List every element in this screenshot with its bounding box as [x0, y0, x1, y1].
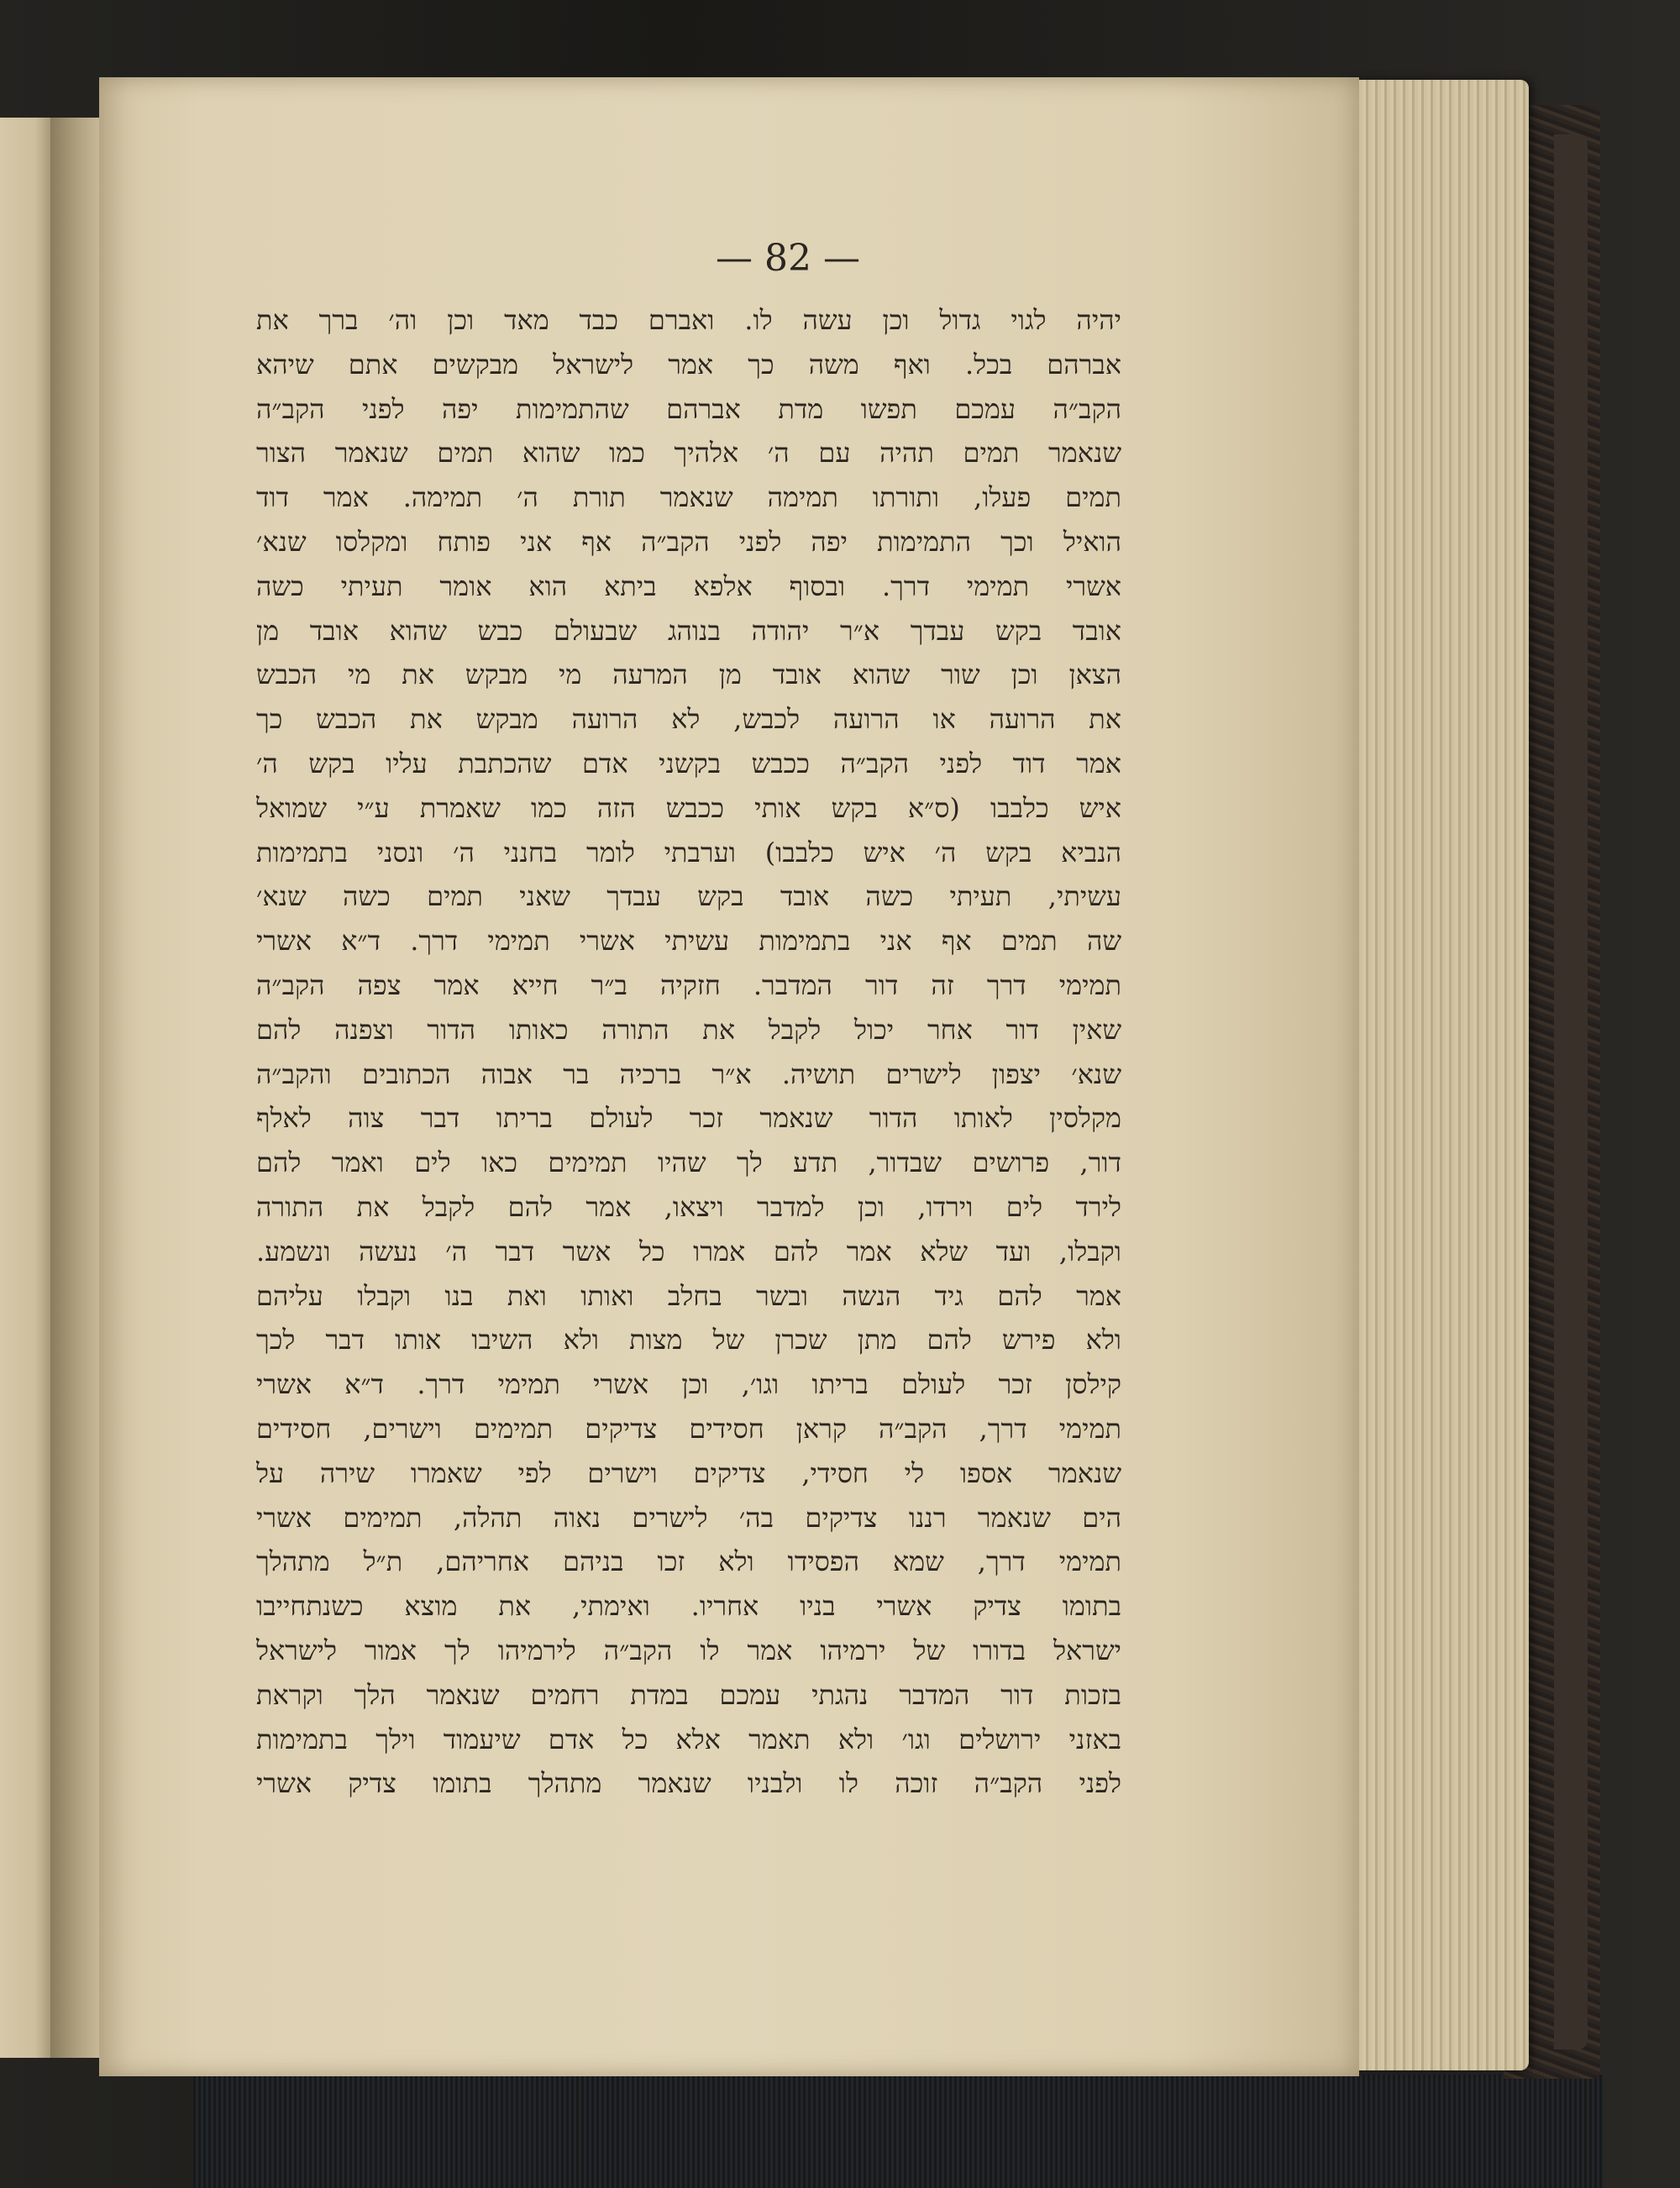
text-line: אשרי תמימי דרך. ובסוף אלפא ביתא הוא אומר תעיתי כשה — [256, 569, 1121, 602]
text-line: בזכות דור המדבר נהגתי עמכם במדת רחמים שנאמר הלך וקראת — [256, 1678, 1121, 1711]
text-line: הקב״ה עמכם תפשו מדת אברהם שהתמימות יפה לפני הקב״ה — [256, 392, 1121, 425]
page-text — [256, 298, 1121, 1806]
text-line: תמימי דרך, הקב״ה קראן חסידים צדיקים תמימים וישרים, חסידים — [256, 1412, 1121, 1445]
text-line: שאין דור אחר יכול לקבל את התורה כאותו הדור וצפנה להם — [256, 1013, 1121, 1046]
book-spine — [1554, 134, 1588, 2049]
text-line: עשיתי, תעיתי כשה אובד בקש עבדך שאני תמים כשה שנא׳ — [256, 880, 1121, 913]
text-line: שנא׳ יצפון לישרים תושיה. א״ר ברכיה בר אבוה הכתובים והקב״ה — [256, 1057, 1121, 1090]
text-line: דור, פרושים שבדור, תדע לך שהיו תמימים כאו לים ואמר להם — [256, 1146, 1121, 1179]
text-line: קילסן זכר לעולם בריתו וגו׳, וכן אשרי תמימי דרך. ד״א אשרי — [256, 1368, 1121, 1401]
text-line: את הרועה או הרועה לכבש, לא הרועה מבקש את הכבש כך — [256, 703, 1121, 736]
text-line: ולא פירש להם מתן שכרן של מצות ולא השיבו אותו דבר לכך — [256, 1324, 1121, 1356]
text-line: בתומו צדיק אשרי בניו אחריו. ואימתי, את מוצא כשנתחייבו — [256, 1590, 1121, 1623]
left-page-edge — [0, 118, 50, 2058]
text-line: באזני ירושלים וגו׳ ולא תאמר אלא כל אדם שיעמוד וילך בתמימות — [256, 1723, 1121, 1755]
text-line: הואיל וכך התמימות יפה לפני הקב״ה אף אני פותח ומקלסו שנא׳ — [256, 525, 1121, 558]
text-line: אמר להם גיד הנשה ובשר בחלב ואותו ואת בנו וקבלו עליהם — [256, 1279, 1121, 1312]
text-line: אברהם בכל. ואף משה כך אמר לישראל מבקשים אתם שיהא — [256, 348, 1121, 380]
text-line: הצאן וכן שור שהוא אובד מן המרעה מי מבקש את מי הכבש — [256, 658, 1121, 691]
page-edges — [1344, 80, 1529, 2070]
text-line: שה תמים אף אני בתמימות עשיתי אשרי תמימי דרך. ד״א אשרי — [256, 925, 1121, 958]
text-line: הים שנאמר רננו צדיקים בה׳ לישרים נאוה תהלה, תמימים אשרי — [256, 1501, 1121, 1534]
text-line: לירד לים וירדו, וכן למדבר ויצאו, אמר להם לקבל את התורה — [256, 1190, 1121, 1223]
cloth-surface — [193, 2075, 1604, 2188]
text-line: אובד בקש עבדך א״ר יהודה בנוהג שבעולם כבש שהוא אובד מן — [256, 614, 1121, 647]
text-line: שנאמר תמים תהיה עם ה׳ אלהיך כמו שהוא תמים שנאמר הצור — [256, 437, 1121, 470]
text-line: הנביא בקש ה׳ איש כלבבו) וערבתי לומר בחנני ה׳ ונסני בתמימות — [256, 836, 1121, 868]
text-line: שנאמר אספו לי חסידי, צדיקים וישרים לפי שאמרו שירה על — [256, 1456, 1121, 1489]
left-gutter — [50, 118, 105, 2058]
text-line: יהיה לגוי גדול וכן עשה לו. ואברם כבד מאד וכן וה׳ ברך את — [256, 304, 1121, 336]
text-line: תמימי דרך זה דור המדבר. חזקיה ב״ר חייא אמר צפה הקב״ה — [256, 968, 1121, 1001]
text-line: אמר דוד לפני הקב״ה ככבש בקשני אדם שהכתבת עליו בקש ה׳ — [256, 747, 1121, 779]
text-line: וקבלו, ועד שלא אמר להם אמרו כל אשר דבר ה׳ נעשה ונשמע. — [256, 1235, 1121, 1267]
text-line: איש כלבבו (ס״א בקש אותי ככבש הזה כמו שאמרת ע״י שמואל — [256, 791, 1121, 824]
text-line: תמים פעלו, ותורתו תמימה שנאמר תורת ה׳ תמימה. אמר דוד — [256, 481, 1121, 514]
page-number: — 82 — — [716, 237, 860, 280]
text-line: תמימי דרך, שמא הפסידו ולא זכו בניהם אחריהם, ת״ל מתהלך — [256, 1545, 1121, 1578]
text-line: לפני הקב״ה זוכה לו ולבניו שנאמר מתהלך בתומו צדיק אשרי — [256, 1767, 1121, 1800]
text-line: מקלסין לאותו הדור שנאמר זכר לעולם בריתו דבר צוה לאלף — [256, 1102, 1121, 1135]
text-line: ישראל בדורו של ירמיהו אמר לו הקב״ה לירמיהו לך אמור לישראל — [256, 1634, 1121, 1666]
